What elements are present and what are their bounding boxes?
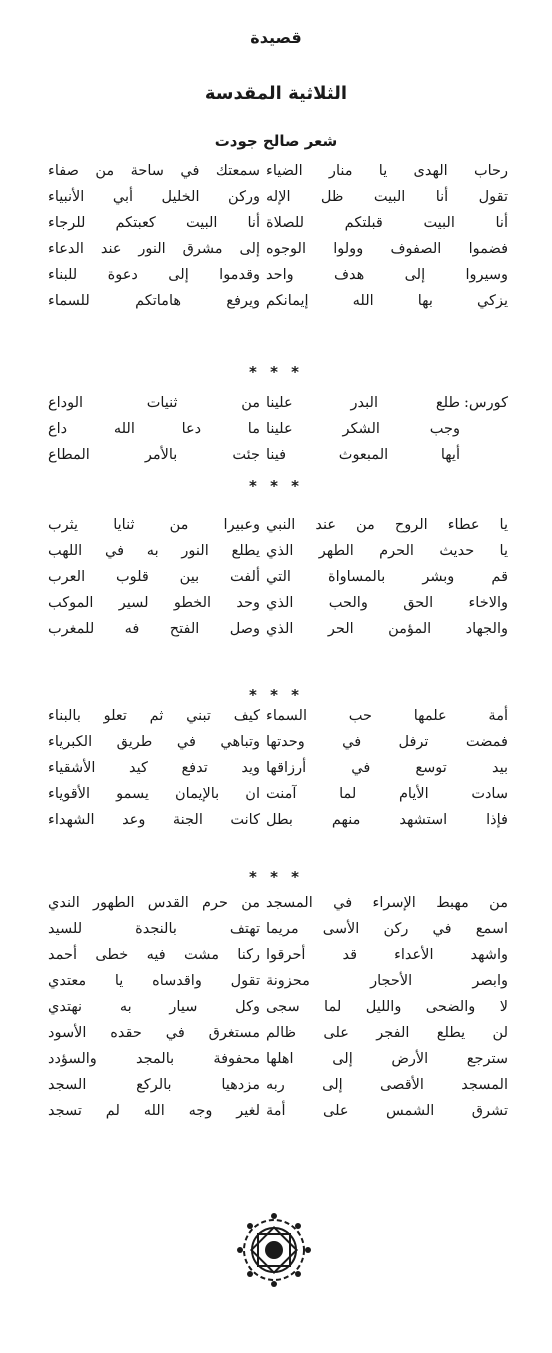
first-hemistich: وابصر الأحجار محزونة (266, 973, 508, 989)
first-hemistich: اسمع في ركن الأسى مريما (266, 921, 508, 937)
separator-stars: * * * (249, 477, 303, 495)
second-hemistich: وقدموا إلى دعوة للبناء (48, 267, 260, 283)
verse-line (0, 288, 552, 314)
verse-line (0, 236, 552, 262)
first-hemistich: تشرق الشمس على أمة (266, 1103, 508, 1119)
second-hemistich: مستغرق في حقده الأسود (48, 1025, 260, 1041)
first-hemistich: واشهد الأعداء قد أحرقوا (266, 947, 508, 963)
first-hemistich: المسجد الأقصى إلى ربه (266, 1077, 508, 1093)
second-hemistich: ان بالإيمان يسمو الأقوياء (48, 786, 260, 802)
poem-author: شعر صالح جودت (214, 132, 338, 150)
verse-line (0, 1072, 552, 1098)
second-hemistich: وصل الفتح فه للمغرب (48, 621, 260, 637)
stanza-2-chorus (0, 390, 552, 468)
second-hemistich: لغير وجه الله لم تسجد (48, 1103, 260, 1119)
second-hemistich: وركن الخليل أبي الأنبياء (48, 189, 260, 205)
first-hemistich: أمة علمها حب السماء (266, 708, 508, 724)
first-hemistich: يا عطاء الروح من عند النبي (266, 517, 508, 533)
stanza-4 (0, 703, 552, 833)
first-hemistich: وسيروا إلى هدف واحد (266, 267, 508, 283)
first-hemistich: من مهبط الإسراء في المسجد (266, 895, 508, 911)
verse-line (0, 590, 552, 616)
first-hemistich: والجهاد المؤمن الحر الذي (266, 621, 508, 637)
verse-line (0, 184, 552, 210)
verse-line (0, 1046, 552, 1072)
second-hemistich: وكل سيار به نهتدي (48, 999, 260, 1015)
verse-line (0, 781, 552, 807)
first-hemistich: وجب الشكر علينا (266, 421, 460, 437)
stanza-1 (0, 158, 552, 314)
first-hemistich: رحاب الهدى يا منار الضياء (266, 163, 508, 179)
first-hemistich: أنا البيت قبلتكم للصلاة (266, 215, 508, 231)
second-hemistich: أنا البيت كعبتكم للرجاء (48, 215, 260, 231)
second-hemistich: وحد الخطو لسير الموكب (48, 595, 260, 611)
verse-line (0, 1098, 552, 1124)
second-hemistich: كيف تبني ثم تعلو بالبناء (48, 708, 260, 724)
second-hemistich: إلى مشرق النور عند الدعاء (48, 241, 260, 257)
first-hemistich: لن يطلع الفجر على ظالم (266, 1025, 508, 1041)
separator-stars: * * * (249, 363, 303, 381)
verse-line (0, 390, 552, 416)
verse-line (0, 890, 552, 916)
second-hemistich: تقول واقدساه يا معتدي (48, 973, 260, 989)
verse-line (0, 158, 552, 184)
first-hemistich: والاخاء الحق والحب الذي (266, 595, 508, 611)
stanza-3 (0, 512, 552, 642)
first-hemistich: أيها المبعوث فينا (266, 447, 460, 463)
first-hemistich: فمضت ترفل في وحدتها (266, 734, 508, 750)
verse-line (0, 262, 552, 288)
verse-line (0, 755, 552, 781)
first-hemistich: قم وبشر بالمساواة التي (266, 569, 508, 585)
poem-kicker: قصيدة (250, 28, 302, 47)
verse-line (0, 538, 552, 564)
first-hemistich: لا والضحى والليل لما سجى (266, 999, 508, 1015)
second-hemistich: ما دعا الله داع (48, 421, 260, 437)
second-hemistich: يطلع النور به في اللهب (48, 543, 260, 559)
first-hemistich: فإذا استشهد منهم بطل (266, 812, 508, 828)
second-hemistich: ويرفع هاماتكم للسماء (48, 293, 260, 309)
verse-line (0, 442, 552, 468)
first-hemistich: يزكي بها الله إيمانكم (266, 293, 508, 309)
first-hemistich: طلع البدر علينا (266, 395, 460, 411)
verse-line (0, 729, 552, 755)
separator-stars: * * * (249, 686, 303, 704)
second-hemistich: ألفت بين قلوب العرب (48, 569, 260, 585)
first-hemistich: سادت الأيام لما آمنت (266, 786, 508, 802)
verse-line (0, 916, 552, 942)
stanza-5 (0, 890, 552, 1124)
verse-line (0, 416, 552, 442)
second-hemistich: ركنا مشت فيه خطى أحمد (48, 947, 260, 963)
verse-line (0, 968, 552, 994)
separator-stars: * * * (249, 868, 303, 886)
first-hemistich: تقول أنا البيت ظل الإله (266, 189, 508, 205)
first-hemistich: بيد توسع في أرزاقها (266, 760, 508, 776)
verse-line (0, 616, 552, 642)
second-hemistich: وتباهي في طريق الكبرياء (48, 734, 260, 750)
poem-title: الثلاثية المقدسة (204, 83, 348, 104)
decorative-ornament-icon (236, 1212, 312, 1288)
second-hemistich: من حرم القدس الطهور الندي (48, 895, 260, 911)
verse-line (0, 512, 552, 538)
chorus-label: كورس: (464, 395, 508, 411)
verse-line (0, 1020, 552, 1046)
verse-line (0, 564, 552, 590)
second-hemistich: مزدهيا بالركع السجد (48, 1077, 260, 1093)
second-hemistich: جئت بالأمر المطاع (48, 447, 260, 463)
second-hemistich: وعبيرا من ثنايا يثرب (48, 517, 260, 533)
verse-line (0, 210, 552, 236)
verse-line (0, 807, 552, 833)
second-hemistich: تهتف بالنجدة للسيد (48, 921, 260, 937)
first-hemistich: يا حديث الحرم الطهر الذي (266, 543, 508, 559)
second-hemistich: سمعتك في ساحة من صفاء (48, 163, 260, 179)
first-hemistich: فضموا الصفوف وولوا الوجوه (266, 241, 508, 257)
second-hemistich: من ثنيات الوداع (48, 395, 260, 411)
second-hemistich: ويد تدفع كيد الأشقياء (48, 760, 260, 776)
verse-line (0, 942, 552, 968)
first-hemistich: سترجع الأرض إلى اهلها (266, 1051, 508, 1067)
verse-line (0, 994, 552, 1020)
second-hemistich: محفوفة بالمجد والسؤدد (48, 1051, 260, 1067)
second-hemistich: كانت الجنة وعد الشهداء (48, 812, 260, 828)
verse-line (0, 703, 552, 729)
